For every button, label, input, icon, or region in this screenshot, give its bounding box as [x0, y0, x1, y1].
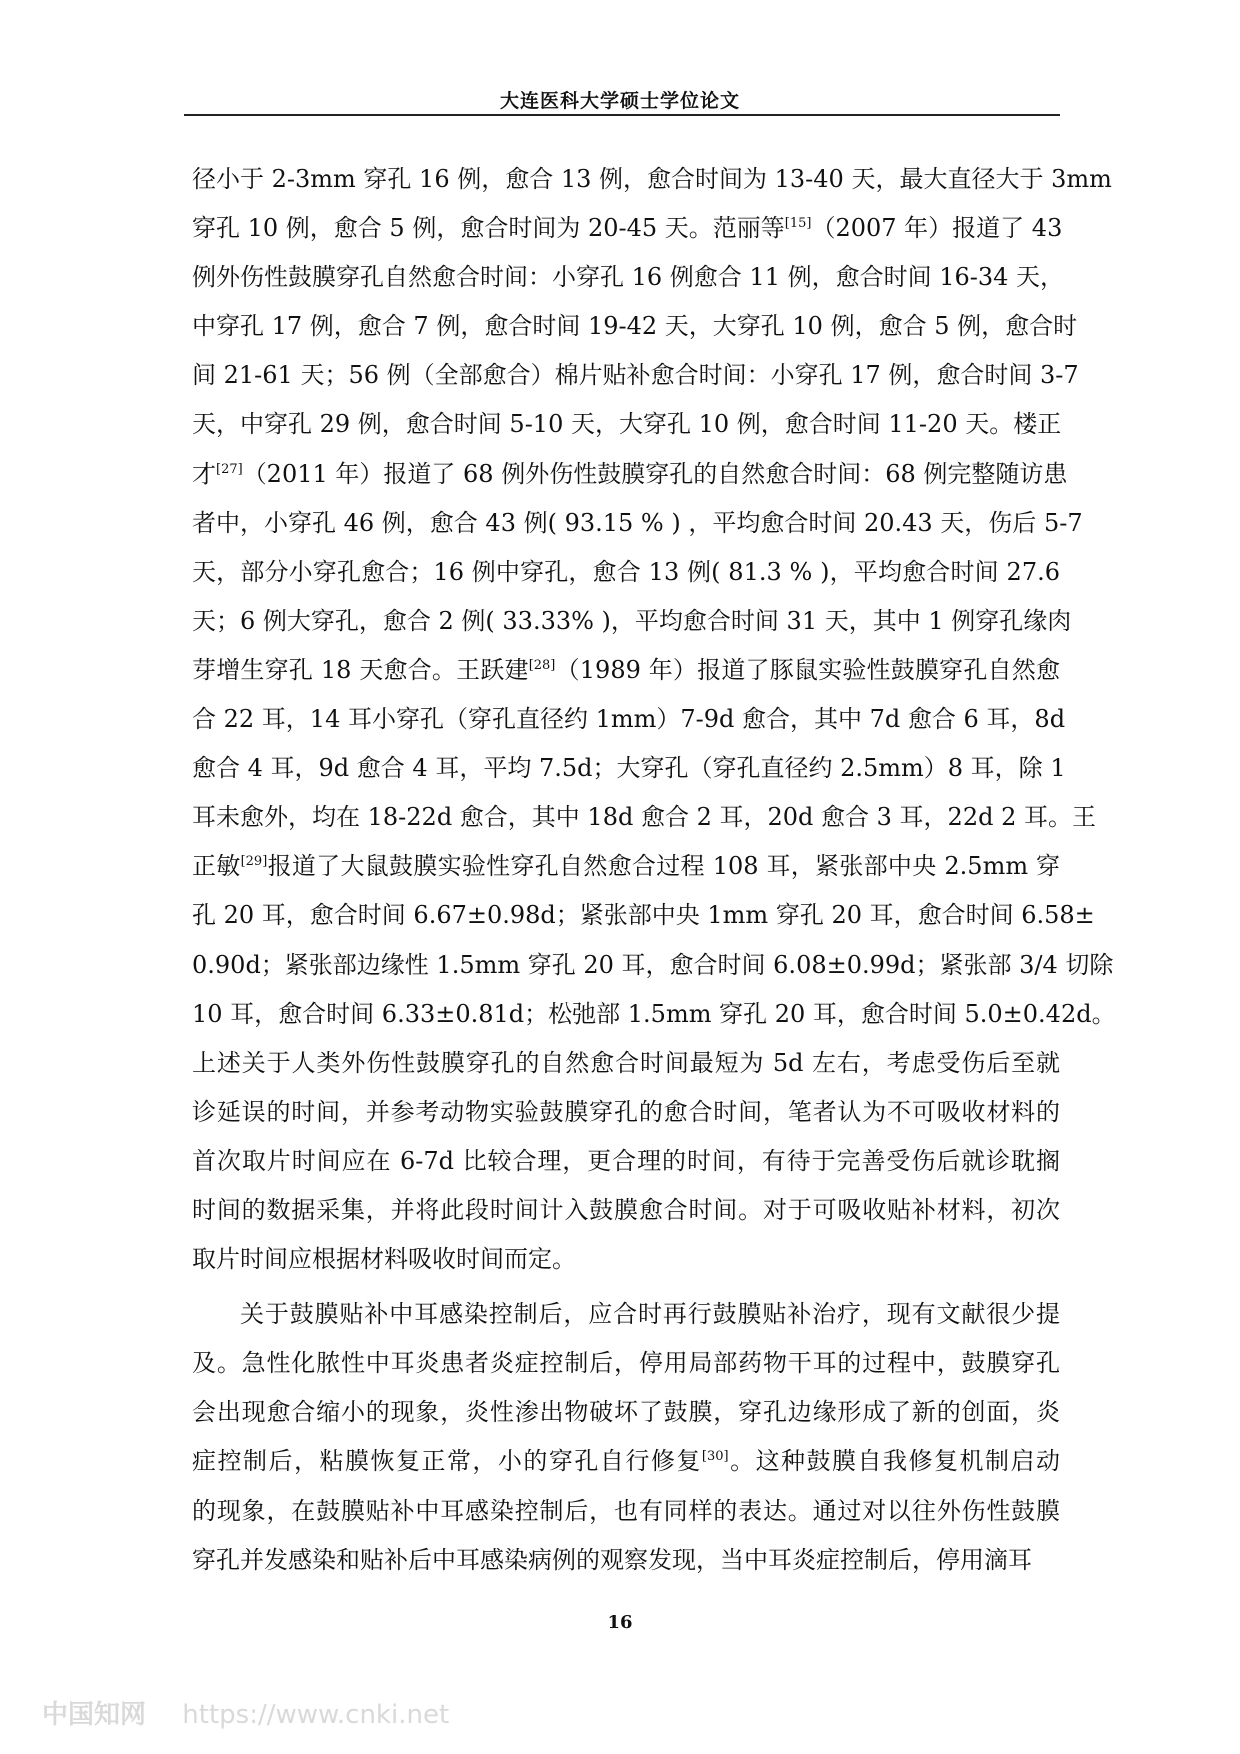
text-segment: 穿孔并发感染和贴补后中耳感染病例的观察发现，当中耳炎症控制后，停用滴耳	[192, 1545, 1032, 1574]
text-line	[192, 1235, 1060, 1284]
text-line	[192, 842, 1060, 891]
text-segment: 中穿孔 17 例，愈合 7 例，愈合时间 19-42 天，大穿孔 10 例，愈合 5 例，愈合时	[192, 312, 1078, 341]
text-segment: 天，部分小穿孔愈合；16 例中穿孔，愈合 13 例( 81.3 % )，平均愈合时间 27.6	[192, 557, 1060, 586]
text-segment: 耳未愈外，均在 18-22d 愈合，其中 18d 愈合 2 耳，20d 愈合 3 耳，22d 2 耳。王	[192, 803, 1096, 832]
text-line	[192, 1137, 1060, 1186]
text-line	[192, 204, 1063, 253]
text-line	[192, 351, 1079, 400]
page-number: 16	[607, 1612, 633, 1633]
text-line	[192, 1388, 1060, 1437]
text-line	[192, 1536, 1060, 1585]
paragraph	[192, 1290, 1060, 1585]
watermark-brand: 中国知网	[42, 1700, 147, 1730]
text-segment: 及。急性化脓性中耳炎患者炎症控制后，停用局部药物干耳的过程中，鼓膜穿孔	[192, 1349, 1060, 1378]
text-line	[192, 744, 1066, 793]
citation-ref: [27]	[216, 461, 243, 477]
body-text	[192, 155, 1116, 1585]
text-segment: 诊延误的时间，并参考动物实验鼓膜穿孔的愈合时间，笔者认为不可吸收材料的	[192, 1097, 1060, 1126]
text-line	[192, 990, 1116, 1039]
text-segment: 者中，小穿孔 46 例，愈合 43 例( 93.15 % ) ，平均愈合时间 20.43 天，伤后 5-7	[192, 508, 1083, 537]
text-segment: 间 21-61 天；56 例（全部愈合）棉片贴补愈合时间：小穿孔 17 例，愈合时间 3-7	[192, 361, 1079, 390]
citation-ref: [29]	[240, 854, 268, 870]
text-segment: 10 耳，愈合时间 6.33±0.81d；松弛部 1.5mm 穿孔 20 耳，愈合时间 5.0±0.42d。	[192, 999, 1116, 1028]
text-line	[192, 1437, 1060, 1486]
text-segment: 例外伤性鼓膜穿孔自然愈合时间：小穿孔 16 例愈合 11 例，愈合时间 16-34 天，	[192, 263, 1065, 292]
text-segment: 首次取片时间应在 6-7d 比较合理，更合理的时间，有待于完善受伤后就诊耽搁	[192, 1146, 1060, 1175]
header-rule	[184, 114, 1060, 116]
text-line	[192, 450, 1068, 499]
text-line	[192, 1487, 1060, 1536]
text-line	[192, 1088, 1060, 1137]
text-segment: 孔 20 耳，愈合时间 6.67±0.98d；紧张部中央 1mm 穿孔 20 耳，愈合时间 6.58±	[192, 901, 1095, 930]
text-segment: （1989 年）报道了豚鼠实验性鼓膜穿孔自然愈	[555, 655, 1060, 684]
text-line	[192, 597, 1072, 646]
text-segment: 时间的数据采集，并将此段时间计入鼓膜愈合时间。对于可吸收贴补材料，初次	[192, 1195, 1060, 1224]
text-segment: 愈合 4 耳，9d 愈合 4 耳，平均 7.5d；大穿孔（穿孔直径约 2.5mm）8 耳，除 1	[192, 754, 1066, 783]
text-line	[192, 1290, 1060, 1339]
text-segment: 才	[192, 459, 216, 488]
text-segment: 穿孔 10 例，愈合 5 例，愈合时间为 20-45 天。范丽等	[192, 214, 785, 243]
running-header: 大连医科大学硕士学位论文	[499, 90, 740, 112]
citation-ref: [15]	[784, 216, 812, 232]
text-line	[192, 646, 1060, 695]
text-line	[192, 793, 1096, 842]
text-segment: 0.90d；紧张部边缘性 1.5mm 穿孔 20 耳，愈合时间 6.08±0.99d；紧张部 3/4 切除	[192, 950, 1114, 979]
text-line	[192, 499, 1083, 548]
text-segment: 天；6 例大穿孔，愈合 2 例( 33.33% )，平均愈合时间 31 天，其中 1 例穿孔缘肉	[192, 606, 1072, 635]
text-line	[192, 548, 1060, 597]
text-segment: （2007 年）报道了 43	[811, 214, 1063, 243]
text-segment: 症控制后，粘膜恢复正常，小的穿孔自行修复	[192, 1447, 702, 1476]
text-segment: 。这种鼓膜自我修复机制启动	[728, 1447, 1061, 1476]
text-line	[192, 891, 1095, 940]
text-line	[192, 400, 1060, 449]
text-segment: 关于鼓膜贴补中耳感染控制后，应合时再行鼓膜贴补治疗，现有文献很少提	[240, 1300, 1060, 1329]
citation-ref: [28]	[528, 657, 556, 673]
watermark-url: https://www.cnki.net	[182, 1700, 450, 1730]
text-segment: 天，中穿孔 29 例，愈合时间 5-10 天，大穿孔 10 例，愈合时间 11-20 天。楼正	[192, 410, 1062, 439]
text-line	[192, 941, 1114, 990]
text-line	[192, 253, 1065, 302]
text-segment: 芽增生穿孔 18 天愈合。王跃建	[192, 655, 529, 684]
text-line	[192, 1039, 1060, 1088]
text-line	[192, 155, 1112, 204]
text-line	[192, 1339, 1060, 1388]
text-line	[192, 302, 1078, 351]
text-segment: （2011 年）报道了 68 例外伤性鼓膜穿孔的自然愈合时间：68 例完整随访患	[242, 459, 1068, 488]
text-segment: 合 22 耳，14 耳小穿孔（穿孔直径约 1mm）7-9d 愈合，其中 7d 愈合 6 耳，8d	[192, 705, 1066, 734]
paragraph	[192, 155, 1116, 1284]
text-line	[192, 695, 1066, 744]
text-segment: 会出现愈合缩小的现象，炎性渗出物破坏了鼓膜，穿孔边缘形成了新的创面，炎	[192, 1398, 1060, 1427]
text-segment: 径小于 2-3mm 穿孔 16 例，愈合 13 例，愈合时间为 13-40 天，最大直径大于 3mm	[192, 165, 1112, 193]
text-segment: 正敏	[192, 852, 241, 881]
text-line	[192, 1186, 1060, 1235]
text-segment: 报道了大鼠鼓膜实验性穿孔自然愈合过程 108 耳，紧张部中央 2.5mm 穿	[267, 852, 1061, 881]
text-segment: 上述关于人类外伤性鼓膜穿孔的自然愈合时间最短为 5d 左右，考虑受伤后至就	[192, 1048, 1060, 1077]
text-segment: 的现象，在鼓膜贴补中耳感染控制后，也有同样的表达。通过对以往外伤性鼓膜	[192, 1496, 1060, 1525]
watermark	[42, 1694, 449, 1731]
citation-ref: [30]	[701, 1449, 729, 1465]
text-segment: 取片时间应根据材料吸收时间而定。	[192, 1245, 576, 1274]
